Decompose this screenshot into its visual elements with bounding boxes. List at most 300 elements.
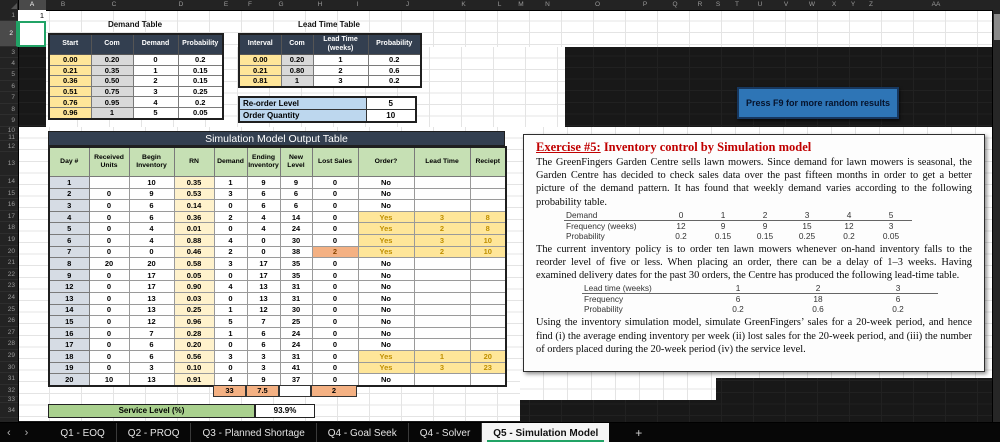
cell[interactable]: 3 [313,76,368,87]
cell[interactable]: 0 [214,269,247,281]
row-number-12[interactable]: 12 [0,141,18,152]
column-header-n[interactable]: N [545,1,550,8]
cell[interactable]: 2 [313,65,368,76]
row-number-13[interactable]: 13 [0,152,18,176]
cell[interactable] [470,327,506,339]
column-header-y[interactable]: Y [850,1,856,8]
column-header-bar[interactable] [0,0,1000,11]
cell[interactable]: 19 [49,362,89,374]
cell[interactable]: 0 [312,188,358,200]
cell[interactable]: 35 [280,258,312,270]
column-header-q[interactable]: Q [672,1,678,8]
sheet-region-below-exercise[interactable] [520,378,716,400]
row-number-31[interactable]: 31 [0,373,18,385]
row-number-16[interactable]: 16 [0,199,18,211]
row-number-25[interactable]: 25 [0,304,18,315]
row-number-11[interactable]: 11 [0,134,18,141]
cell[interactable] [414,200,470,212]
parameter-value[interactable]: 5 [366,97,416,110]
cell[interactable]: 0 [129,246,174,258]
tab-q3-planned-shortage[interactable]: Q3 - Planned Shortage [191,423,316,442]
cell[interactable]: 31 [280,292,312,304]
cell[interactable] [470,339,506,351]
row-number-34[interactable]: 34 [0,403,18,418]
cell[interactable]: Yes [358,362,414,374]
cell[interactable]: 4 [49,211,89,223]
cell[interactable] [414,292,470,304]
cell[interactable]: 10 [470,246,506,258]
cell[interactable]: 0.58 [174,258,214,270]
cell[interactable]: 0 [312,200,358,212]
column-header-i[interactable]: I [356,1,359,8]
next-sheet-icon[interactable]: › [24,427,29,439]
column-header-p[interactable]: P [642,1,648,8]
cell[interactable]: 3 [49,200,89,212]
cell[interactable]: 24 [280,327,312,339]
column-header-v[interactable]: V [783,1,789,8]
prev-sheet-icon[interactable]: ‹ [7,427,11,439]
cell[interactable]: 0.2 [178,55,223,66]
cell[interactable] [470,292,506,304]
cell[interactable]: 0.20 [174,339,214,351]
cell[interactable]: 12 [247,304,280,316]
cell[interactable]: 0.14 [174,200,214,212]
cell[interactable]: 6 [247,188,280,200]
row-number-23[interactable]: 23 [0,280,18,292]
cell[interactable]: 0 [247,246,280,258]
cell[interactable] [470,188,506,200]
row-number-5[interactable]: 5 [0,69,18,81]
cell[interactable]: 0.95 [91,97,133,108]
cell[interactable]: 6 [280,188,312,200]
cell[interactable]: 14 [49,304,89,316]
cell[interactable]: 0.91 [174,374,214,386]
cell[interactable]: 16 [49,327,89,339]
cell[interactable]: 1 [414,350,470,362]
cell[interactable]: No [358,188,414,200]
cell[interactable]: 0.10 [174,362,214,374]
cell[interactable]: 0.6 [368,65,421,76]
cell[interactable]: 0 [312,258,358,270]
row-number-20[interactable]: 20 [0,246,18,257]
cell[interactable]: 5 [133,107,178,118]
cell[interactable]: 0 [312,374,358,386]
cell[interactable]: No [358,316,414,328]
cell[interactable]: 9 [280,177,312,189]
cell[interactable]: 6 [129,339,174,351]
cell[interactable]: 25 [280,316,312,328]
cell[interactable]: 17 [247,269,280,281]
row-number-21[interactable]: 21 [0,257,18,269]
row-number-30[interactable]: 30 [0,362,18,373]
summary-avg-ending-inventory[interactable]: 7.5 [246,385,279,397]
cell[interactable]: 0 [312,304,358,316]
column-header-m[interactable]: M [518,1,524,8]
column-header-h[interactable]: H [317,1,323,8]
cell[interactable] [414,188,470,200]
cell[interactable]: 0 [214,339,247,351]
column-header-l[interactable]: L [497,1,502,8]
cell[interactable]: 10 [470,234,506,246]
column-header-r[interactable]: R [697,1,703,8]
cell[interactable]: 0.05 [178,107,223,118]
cell[interactable]: 5 [214,316,247,328]
row-number-9[interactable]: 9 [0,115,18,127]
cell[interactable]: 3 [129,362,174,374]
cell[interactable]: 0 [312,316,358,328]
cell[interactable]: 14 [280,211,312,223]
row-number-18[interactable]: 18 [0,222,18,234]
cell[interactable]: 31 [280,281,312,293]
cell[interactable]: 0.00 [49,55,91,66]
cell[interactable]: 1 [313,55,368,66]
row-number-10[interactable]: 10 [0,127,18,134]
cell[interactable]: 12 [129,316,174,328]
column-header-o[interactable]: O [594,1,601,8]
cell[interactable]: 20 [49,374,89,386]
tab-q4-solver[interactable]: Q4 - Solver [409,423,483,442]
tab-q2-proq[interactable]: Q2 - PROQ [117,423,192,442]
cell[interactable]: 0.20 [281,55,313,66]
column-header-e[interactable]: E [223,1,229,8]
cell[interactable]: 0 [312,269,358,281]
cell[interactable]: 4 [129,234,174,246]
row-number-6[interactable]: 6 [0,81,18,92]
cell[interactable]: 0 [214,200,247,212]
cell[interactable]: 1 [214,177,247,189]
cell[interactable]: 4 [247,223,280,235]
summary-demand-total[interactable]: 33 [213,385,246,397]
cell[interactable]: 10 [129,177,174,189]
parameter-value[interactable]: 10 [366,110,416,123]
cell[interactable]: 0.36 [174,211,214,223]
cell[interactable]: 8 [470,211,506,223]
cell[interactable]: 2 [214,246,247,258]
cell[interactable]: 4 [214,234,247,246]
cell[interactable]: 20 [470,350,506,362]
cell[interactable] [414,304,470,316]
row-number-19[interactable]: 19 [0,234,18,246]
cell[interactable]: No [358,339,414,351]
cell[interactable]: 30 [280,234,312,246]
cell[interactable]: 4 [247,211,280,223]
row-number-15[interactable]: 15 [0,188,18,199]
cell[interactable]: 3 [414,211,470,223]
cell[interactable]: Yes [358,350,414,362]
cell[interactable]: No [358,292,414,304]
cell[interactable]: 0.50 [91,76,133,87]
cell[interactable]: 0.15 [178,76,223,87]
cell[interactable]: 6 [247,200,280,212]
column-header-a[interactable]: A [18,0,46,12]
cell[interactable]: 13 [129,292,174,304]
vertical-scrollbar[interactable] [992,10,1000,422]
cell[interactable]: 6 [247,327,280,339]
cell[interactable]: 9 [49,269,89,281]
cell[interactable]: 13 [129,304,174,316]
row-number-28[interactable]: 28 [0,338,18,350]
cell[interactable]: 0 [89,316,129,328]
cell[interactable]: 0.90 [174,281,214,293]
column-header-s[interactable]: S [715,1,721,8]
cell[interactable]: 0.25 [174,304,214,316]
cell[interactable]: 10 [89,374,129,386]
cell[interactable] [470,258,506,270]
cell[interactable]: 7 [49,246,89,258]
row-number-17[interactable]: 17 [0,211,18,222]
row-number-22[interactable]: 22 [0,269,18,280]
tab-q4-goal-seek[interactable]: Q4 - Goal Seek [317,423,409,442]
cell[interactable]: 12 [49,281,89,293]
column-header-f[interactable]: F [248,1,252,8]
cell[interactable]: No [358,269,414,281]
cell[interactable]: 6 [280,200,312,212]
cell[interactable]: 3 [247,362,280,374]
cell[interactable]: 0 [312,234,358,246]
column-header-aa[interactable]: AA [931,1,941,8]
cell[interactable]: 0 [312,362,358,374]
cell[interactable]: 0 [312,339,358,351]
cell[interactable]: 0.05 [174,269,214,281]
row-number-gutter[interactable] [0,10,19,422]
scrollbar-thumb[interactable] [994,14,1000,40]
cell[interactable]: 0 [214,292,247,304]
cell[interactable]: 6 [129,200,174,212]
cell[interactable]: 3 [214,188,247,200]
cell[interactable]: 0.15 [178,65,223,76]
cell[interactable]: 13 [129,374,174,386]
cell[interactable]: 0.96 [49,107,91,118]
cell[interactable] [414,316,470,328]
cell[interactable]: 1 [91,107,133,118]
cell[interactable]: 2 [133,76,178,87]
cell[interactable]: 1 [281,76,313,87]
cell[interactable]: 13 [49,292,89,304]
cell[interactable]: 17 [129,281,174,293]
cell[interactable]: No [358,281,414,293]
cell[interactable] [414,339,470,351]
column-header-c[interactable]: C [111,1,117,8]
cell[interactable]: 3 [214,258,247,270]
service-level-value[interactable]: 93.9% [255,404,315,418]
add-sheet-button[interactable]: + [635,426,643,440]
cell[interactable]: 31 [280,350,312,362]
cell[interactable]: 0.25 [178,86,223,97]
cell[interactable]: 7 [247,316,280,328]
cell[interactable]: 0 [89,304,129,316]
cell[interactable]: 2 [214,211,247,223]
cell[interactable]: 5 [49,223,89,235]
cell[interactable] [414,327,470,339]
cell[interactable]: 3 [247,350,280,362]
cell[interactable]: No [358,374,414,386]
cell[interactable] [414,269,470,281]
column-header-u[interactable]: U [757,1,763,8]
cell[interactable]: 0 [89,350,129,362]
cell[interactable]: 0.56 [174,350,214,362]
cell[interactable] [470,281,506,293]
cell[interactable]: 0.81 [239,76,281,87]
cell[interactable]: No [358,327,414,339]
reorder-parameters-table[interactable] [238,96,417,123]
cell[interactable] [470,374,506,386]
row-number-1[interactable]: 1 [0,10,18,21]
row-number-33[interactable]: 33 [0,397,18,403]
demand-table[interactable] [48,33,224,120]
cell[interactable]: 0.28 [174,327,214,339]
cell[interactable]: 0 [89,188,129,200]
cell[interactable]: 2 [414,223,470,235]
cell[interactable]: 23 [470,362,506,374]
cell[interactable]: 0.21 [49,65,91,76]
cell[interactable] [470,269,506,281]
cell[interactable]: 0.51 [49,86,91,97]
cell[interactable]: 0.88 [174,234,214,246]
cell[interactable]: 38 [280,246,312,258]
column-header-w[interactable]: W [808,1,816,8]
cell[interactable]: 1 [133,65,178,76]
press-f9-button[interactable]: Press F9 for more random results [737,87,899,119]
tab-q1-eoq[interactable]: Q1 - EOQ [49,423,116,442]
cell[interactable]: 0.76 [49,97,91,108]
cell[interactable]: 0.03 [174,292,214,304]
row-number-8[interactable]: 8 [0,104,18,115]
cell[interactable]: 9 [247,177,280,189]
cell[interactable] [414,258,470,270]
cell[interactable]: Yes [358,246,414,258]
cell[interactable] [414,177,470,189]
row-number-24[interactable]: 24 [0,292,18,304]
cell[interactable]: 0.35 [91,65,133,76]
cell[interactable]: 13 [247,292,280,304]
column-header-b[interactable]: B [60,1,66,8]
column-header-k[interactable]: K [461,1,466,8]
cell[interactable]: 0 [89,339,129,351]
lead-time-table[interactable] [238,33,422,88]
cell[interactable]: 0 [312,350,358,362]
cell[interactable]: 20 [89,258,129,270]
cell[interactable]: 0 [214,223,247,235]
cell[interactable]: Yes [358,223,414,235]
cell[interactable]: 3 [214,350,247,362]
cell[interactable] [470,316,506,328]
cell[interactable]: 30 [280,304,312,316]
cell[interactable]: 0 [89,223,129,235]
cell[interactable]: 0 [89,234,129,246]
cell[interactable]: 0 [89,292,129,304]
column-header-x[interactable]: X [831,1,837,8]
selected-cell[interactable] [18,21,46,47]
cell[interactable]: 37 [280,374,312,386]
cell[interactable]: 0 [312,211,358,223]
cell[interactable]: 4 [133,97,178,108]
cell[interactable]: 2 [414,246,470,258]
cell[interactable]: 0 [312,281,358,293]
cell[interactable]: 2 [312,246,358,258]
summary-lost-sales-total[interactable]: 2 [311,385,357,397]
row-number-3[interactable]: 3 [0,47,18,58]
cell[interactable]: 41 [280,362,312,374]
summary-empty-cell[interactable] [279,385,311,397]
cell[interactable]: 8 [49,258,89,270]
cell[interactable]: 0 [133,55,178,66]
cell[interactable]: 0.75 [91,86,133,97]
cell[interactable]: 4 [214,374,247,386]
cell[interactable]: 1 [214,327,247,339]
cell[interactable] [470,200,506,212]
cell[interactable]: 0.2 [178,97,223,108]
row-number-2[interactable]: 2 [0,21,18,47]
cell[interactable]: 3 [414,362,470,374]
tab-q5-simulation-model[interactable]: Q5 - Simulation Model [482,423,609,442]
cell[interactable]: 0.80 [281,65,313,76]
cell[interactable]: 6 [49,234,89,246]
cell[interactable]: 7 [129,327,174,339]
cell[interactable]: 15 [49,316,89,328]
cell[interactable]: 8 [470,223,506,235]
cell[interactable]: 17 [49,339,89,351]
cell[interactable] [414,374,470,386]
cell[interactable]: 0.35 [174,177,214,189]
cell[interactable]: 0 [89,362,129,374]
cell-a1[interactable]: 1 [18,10,46,21]
cell[interactable]: 6 [247,339,280,351]
cell[interactable]: 9 [247,374,280,386]
column-header-d[interactable]: D [178,1,184,8]
cell[interactable]: Yes [358,211,414,223]
cell[interactable]: 0 [312,177,358,189]
simulation-output-table[interactable] [48,146,507,387]
cell[interactable]: 0.46 [174,246,214,258]
cell[interactable]: 0.53 [174,188,214,200]
cell[interactable]: 17 [247,258,280,270]
cell[interactable]: 4 [214,281,247,293]
column-header-z[interactable]: Z [869,1,873,8]
cell[interactable]: 35 [280,269,312,281]
cell[interactable] [414,281,470,293]
cell[interactable] [470,177,506,189]
cell[interactable]: 24 [280,223,312,235]
cell[interactable]: 6 [129,211,174,223]
cell[interactable]: 0 [89,200,129,212]
cell[interactable]: 4 [129,223,174,235]
cell[interactable] [470,304,506,316]
cell[interactable]: 9 [129,188,174,200]
cell[interactable]: 0 [89,211,129,223]
cell[interactable]: 6 [129,350,174,362]
cell[interactable]: 0.96 [174,316,214,328]
cell[interactable]: 20 [129,258,174,270]
cell[interactable]: 24 [280,339,312,351]
cell[interactable]: 0 [89,281,129,293]
cell[interactable]: 1 [49,177,89,189]
cell[interactable]: 13 [247,281,280,293]
cell[interactable]: No [358,304,414,316]
cell[interactable] [89,177,129,189]
cell[interactable]: 0 [312,292,358,304]
cell[interactable]: 0.2 [368,76,421,87]
cell[interactable]: 0.20 [91,55,133,66]
row-number-32[interactable]: 32 [0,385,18,397]
cell[interactable]: 0 [312,327,358,339]
cell[interactable]: Yes [358,234,414,246]
cell[interactable]: 3 [133,86,178,97]
cell[interactable]: 1 [214,304,247,316]
row-number-14[interactable]: 14 [0,176,18,188]
column-header-g[interactable]: G [278,1,284,8]
cell[interactable]: 0 [312,223,358,235]
cell[interactable]: 18 [49,350,89,362]
